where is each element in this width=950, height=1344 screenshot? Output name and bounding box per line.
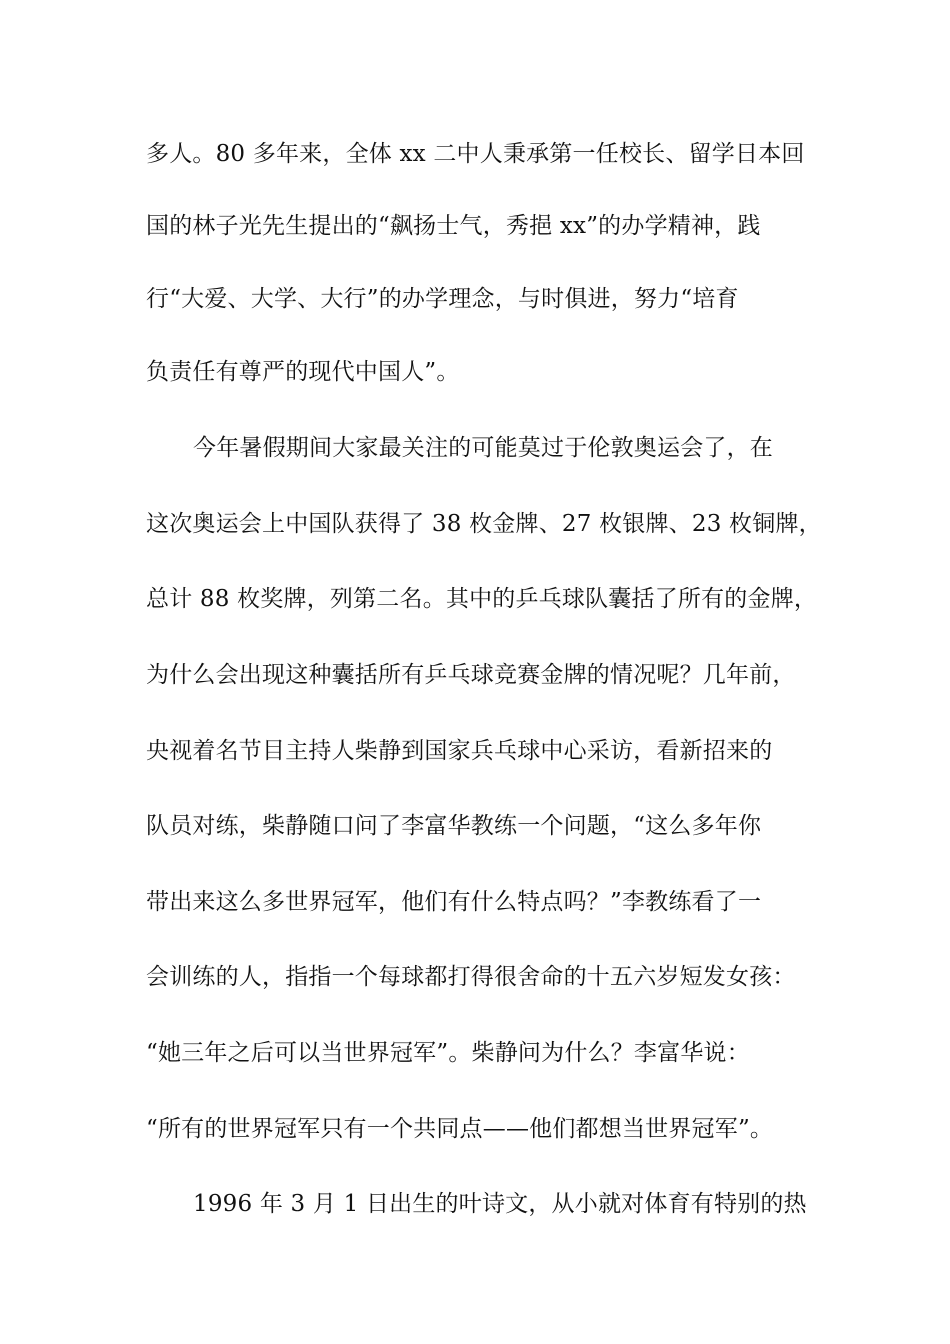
text-line: 队员对练，柴静随口问了李富华教练一个问题，“这么多年你	[146, 813, 762, 839]
text-line: 会训练的人，指指一个每球都打得很舍命的十五六岁短发女孩：	[146, 964, 796, 990]
paragraph-first-line: 1996 年 3 月 1 日出生的叶诗文，从小就对体育有特别的热	[193, 1191, 807, 1217]
text-line: 央视着名节目主持人柴静到国家兵乓球中心采访，看新招来的	[146, 738, 773, 764]
text-line: “她三年之后可以当世界冠军”。柴静问为什么？李富华说：	[146, 1040, 750, 1066]
text-line: 行“大爱、大学、大行”的办学理念，与时俱进，努力“培育	[146, 286, 739, 312]
text-line: 多人。80 多年来，全体 xx 二中人秉承第一任校长、留学日本回	[146, 141, 805, 167]
text-line: 为什么会出现这种囊括所有乒乓球竞赛金牌的情况呢？几年前，	[146, 662, 796, 688]
text-line: 国的林子光先生提出的“飙扬士气，秀挹 xx”的办学精神，践	[146, 213, 761, 239]
text-line: 负责任有尊严的现代中国人”。	[146, 359, 460, 385]
paragraph-first-line: 今年暑假期间大家最关注的可能莫过于伦敦奥运会了，在	[193, 435, 773, 461]
text-line: 总计 88 枚奖牌，列第二名。其中的乒乓球队囊括了所有的金牌，	[146, 586, 818, 612]
text-line: 这次奥运会上中国队获得了 38 枚金牌、27 枚银牌、23 枚铜牌，	[146, 511, 822, 537]
text-line: “所有的世界冠军只有一个共同点——他们都想当世界冠军”。	[146, 1116, 774, 1142]
text-line: 带出来这么多世界冠军，他们有什么特点吗？”李教练看了一	[146, 889, 762, 915]
